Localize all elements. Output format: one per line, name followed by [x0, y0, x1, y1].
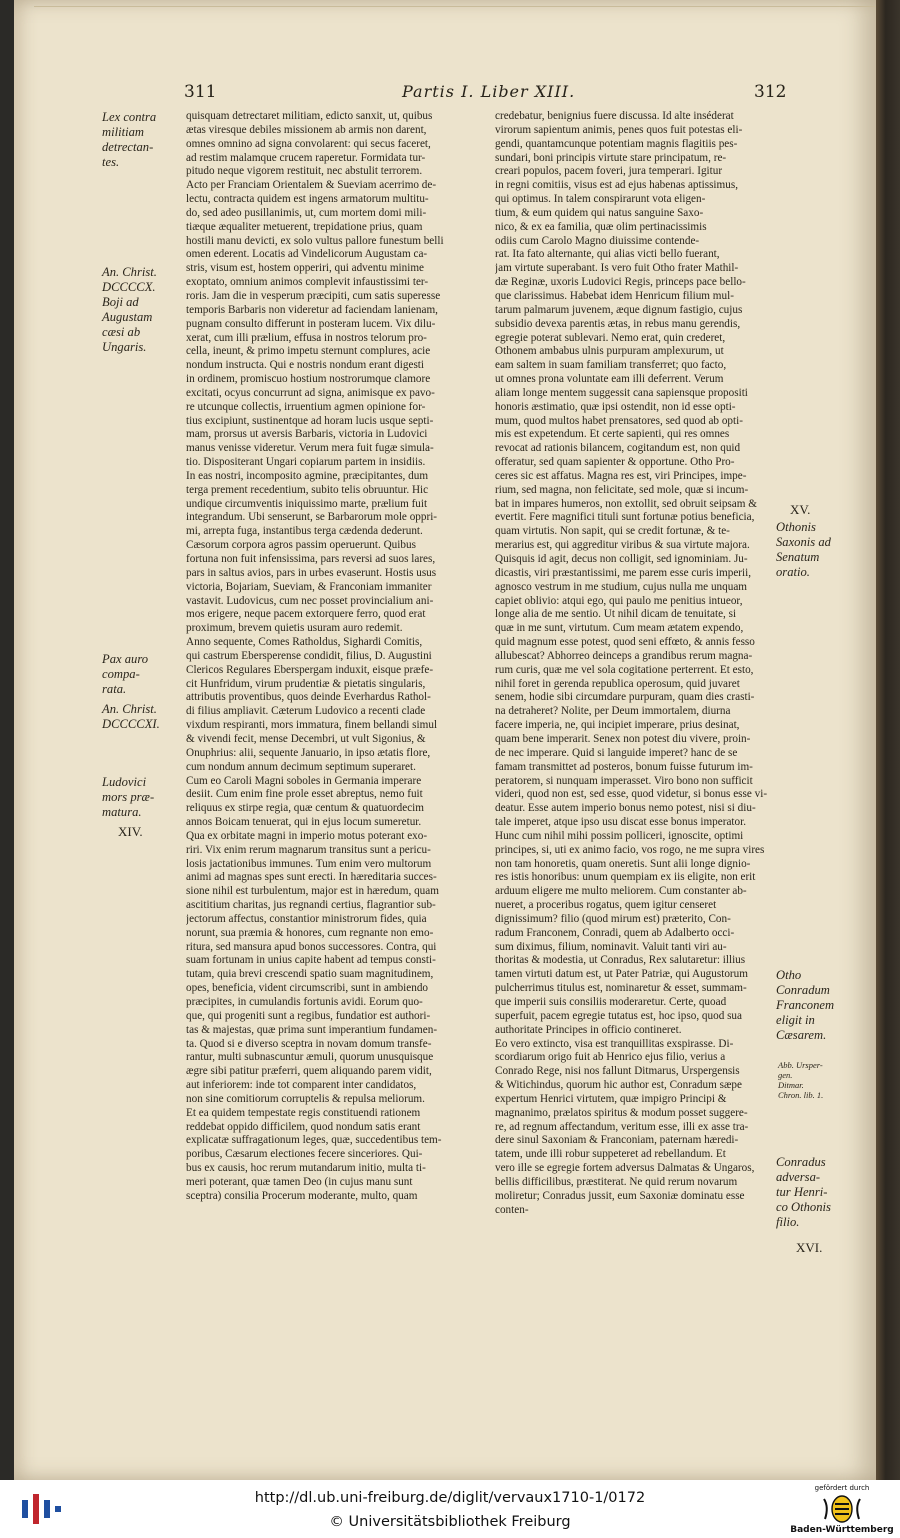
right-column-line: quam bene imperarit. Senex non potest diu vivere, proin-: [495, 732, 751, 745]
left-column-line: xerat, cum illi prælium, effusa in nostros telorum pro-: [186, 331, 427, 344]
page-top-line: [34, 6, 884, 7]
left-column-line: norunt, sua præmia & honores, cum regnante non emo-: [186, 926, 434, 939]
left-column-line: mi, arrepta fuga, instantibus terga cædenda dederunt.: [186, 525, 423, 538]
right-column-line: bellis difficilibus, præstiterat. Ne quid rerum novarum: [495, 1175, 738, 1188]
margin-note-an-christ-910: An. Christ. DCCCCX. Boji ad Augustam cæsi ab Ungaris.: [102, 265, 157, 354]
left-column-line: omen ederent. Locatis ad Vindelicorum Augustam ca-: [186, 248, 428, 261]
left-column-line: re utcunque collectis, irruentium agmen opinione for-: [186, 400, 426, 413]
left-column-line: undique circumventis iniquissimo marte, prælium fuit: [186, 497, 428, 510]
margin-note-othonis-oratio: Othonis Saxonis ad Senatum oratio.: [776, 520, 831, 579]
left-column-line: tius excipiunt, sustinentque ad horam lucis usque septi-: [186, 414, 434, 427]
right-column-line: mis est expetendum. Et certe sapienti, qui res omnes: [495, 428, 730, 441]
right-column-line: tarum palmarum juvenem, æque dignum fastigio, cujus: [495, 303, 743, 316]
left-column-line: pars in saltus avios, pars in urbes evaserunt. Hostis usus: [186, 566, 437, 579]
left-column-line: & vivendi fecit, mense Decembri, ut vult Sigonius, &: [186, 732, 426, 745]
left-column-line: tio. Dispositerant Ungari copiarum partem in insidiis.: [186, 456, 426, 469]
left-column-line: tas & majestas, quæ prima sunt imperantium fundamen-: [186, 1023, 438, 1036]
margin-note-an-christ-911: An. Christ. DCCCCXI.: [102, 702, 160, 731]
right-column-line: qui optimus. In talem conspirarunt vota eligen-: [495, 193, 706, 206]
left-column-line: victoria, Bojariam, Sueviam, & Franconiam immaniter: [186, 580, 432, 593]
right-column-line: Conrado Rege, nisi nos fallunt Ditmarus, Urspergensis: [495, 1065, 740, 1078]
right-column-line: gendi, quantamcunque potentiam magnis flagitiis pes-: [495, 137, 738, 150]
left-column-line: lectu, contracta quidem est ingens armatorum multitu-: [186, 193, 429, 206]
left-column-line: aut inferiorem: inde tot comparent inter candidatos,: [186, 1079, 417, 1092]
left-column-line: annos Boicam tenuerat, qui in ejus locum sumeretur.: [186, 816, 422, 829]
left-text-column: [186, 110, 486, 1204]
left-column-line: Acto per Franciam Orientalem & Sueviam acerrimo de-: [186, 179, 437, 192]
left-column-line: præcipites, in cumulandis fortunis avidi. Eorum quo-: [186, 996, 423, 1008]
right-column-line: moliretur; Conradus jussit, eum Saxoniæ dominatu esse: [495, 1189, 745, 1202]
funder-name: Baden-Württemberg: [790, 1525, 894, 1535]
left-column-line: vixdum respiranti, mors immatura, finem bellandi simul: [186, 719, 438, 732]
right-column-line: expertum Henrici virtutem, quæ impigro Principi &: [495, 1092, 727, 1105]
left-column-line: riri. Vix enim rerum magnarum transitus sunt a pericu-: [186, 843, 431, 856]
right-column-line: creari populos, pacem foveri, jura temperari. Igitur: [495, 165, 723, 178]
right-column-line: deatur. Esse autem imperio bonus nemo potest, nisi si diu-: [495, 802, 756, 815]
right-column-line: rat. Ita fato alternante, qui alias victi bello fuerant,: [495, 248, 720, 261]
left-column-line: meri poterant, quæ tamen Deo (in cujus manu sunt: [186, 1175, 413, 1188]
left-column-line: cit Hunfridum, virum prudentiæ & pietatis singularis,: [186, 677, 426, 690]
left-column-line: jectorum affectus, constantior ministrorum fides, quia: [186, 912, 427, 925]
left-column-line: ad restim malamque crucem raperetur. Formidata tur-: [186, 151, 426, 164]
left-column-line: ascititium charitas, jus regnandi certius, flagrantior sub-: [186, 899, 436, 912]
margin-note-pax-auro: Pax auro compa- rata.: [102, 652, 149, 696]
margin-note-lex-contra: Lex contra militiam detrectan- tes.: [102, 110, 157, 169]
right-column-line: agnosco vestrum in me studium, cujus nulla me unquam: [495, 580, 747, 593]
left-column-line: explicatæ suffragationum leges, quæ, succedentibus tem-: [186, 1134, 442, 1147]
right-column-line: evertit. Fere magnifici tituli sunt fortunæ potius beneficia,: [495, 511, 755, 524]
left-column-line: rantur, multi subnascuntur æmuli, quorum unusquisque: [186, 1051, 434, 1064]
left-column-line: temporis Barbaris non videretur ad faciendam lanienam,: [186, 303, 438, 316]
margin-note-otho-conradum: Otho Conradum Franconem eligit in Cæsarem.: [776, 968, 835, 1042]
right-column-line: capiet oblivio: atqui ego, qui paulo me penitius intueor,: [495, 594, 743, 607]
right-column-line: rium, sed magna, non felicitate, sed mole, quæ si incum-: [495, 483, 749, 496]
left-column-line: que, qui progeniti sunt a regibus, fundatior est authori-: [186, 1009, 431, 1022]
right-column-line: dæ Reginæ, uxoris Ludovici Regis, princeps pace bello-: [495, 276, 746, 289]
right-column-line: res istis honoribus: unum quempiam ex iis eligite, non erit: [495, 871, 756, 884]
right-column-line: ut omnes prona voluntate eam illi deferrent. Verum: [495, 373, 724, 386]
right-column-line: egregie poterat sublevari. Nemo erat, quin crederet,: [495, 331, 726, 344]
left-column-line: sione nihil est turbulentum, major est in hæredum, quam: [186, 885, 439, 898]
left-column-line: ritura, sed mansura apud bonos successores. Contra, qui: [186, 940, 437, 953]
left-column-line: attributis proventibus, quos deinde Everhardus Rathol-: [186, 691, 431, 704]
margin-note-ludovici-mors: Ludovici mors præ- matura.: [102, 775, 155, 819]
left-column-line: suam fortunam in unius capite habent ad tempus consti-: [186, 954, 436, 967]
left-column-line: ætas viresque debiles missionem ab armis non darent,: [186, 123, 427, 136]
left-column-line: omnes omnino ad signa convolarent: qui secus faceret,: [186, 137, 431, 150]
right-column-line: dignissimum? filio (quod mirum est) præterito, Con-: [495, 912, 731, 925]
right-text-column: [495, 110, 785, 1218]
left-column-line: Onuphrius: alii, sequente Januario, in ipso ætatis flore,: [186, 746, 431, 759]
right-column-line: non tam honoretis, quam oneretis. Sunt alii longe dignio-: [495, 857, 751, 870]
right-column-line: nico, & ex ea familia, quæ olim pertinacissimis: [495, 220, 707, 233]
permalink-url[interactable]: http://dl.ub.uni-freiburg.de/diglit/vervaux1710-1/0172: [254, 1490, 646, 1506]
left-column-line: exoptato, omnium animos complevit infaustissimi ter-: [186, 276, 429, 289]
left-column-line: proximum, brevem quietis usuram auro redemit.: [186, 622, 403, 635]
right-column-line: sum diximus, filium, nominavit. Valuit tanti viri au-: [495, 940, 727, 953]
right-column-line: pulcherrimus titulus est, nominaretur & esset, summam-: [495, 982, 747, 995]
right-column-line: facere imperia, ne, qui incipiet imperare, prius desinat,: [495, 719, 740, 732]
left-column-line: Anno sequente, Comes Ratholdus, Sighardi Comitis,: [186, 636, 423, 649]
right-column-line: quæ in me sunt, virtutum. Cum meam ætatem expendo,: [495, 622, 744, 635]
left-column-line: opes, beneficia, vident circumscribi, sunt in ambiendo: [186, 982, 429, 995]
right-column-line: quam virtutis. Non sapit, qui se credit fortunæ, & te-: [495, 525, 730, 538]
left-column-line: ta. Quod si e diverso sceptra in novam domum transfe-: [186, 1037, 432, 1050]
right-column-line: mum, quod multos habet prensatores, sed quod ab opti-: [495, 414, 743, 427]
left-column-line: poribus, Cæsarum electiones fecere sinceriores. Qui-: [186, 1148, 423, 1161]
right-column-line: honoris æstimatio, quæ ipsi ostendit, non id esse opti-: [495, 400, 736, 413]
right-column-line: na detraheret? Nolite, per Deum immortalem, diurna: [495, 705, 731, 718]
left-column-line: terga prement recedentium, subito telis obruuntur. Hic: [186, 483, 429, 496]
left-column-line: tutam, quia brevi crescendi spatio suam magnitudinem,: [186, 968, 434, 981]
left-column-line: Clericos Regulares Eberspergam induxit, eisque præfe-: [186, 663, 434, 676]
right-column-line: conten-: [495, 1203, 529, 1216]
right-column-line: de nec imperare. Quid si languide imperet? hanc de se: [495, 746, 738, 759]
margin-section-number-xiv: XIV.: [118, 824, 143, 839]
right-column-line: in regni comitiis, visus est ad ejus habenas aptissimus,: [495, 179, 738, 192]
left-column-line: qui castrum Ebersperense condidit, filius, D. Augustini: [186, 649, 432, 662]
right-column-line: aliam longe mentem suggessit cana sapiensque propositi: [495, 386, 748, 399]
left-column-line: reliquus ex stirpe regia, quæ centum & quatuordecim: [186, 802, 424, 815]
left-column-line: animi ad magnas spes sunt erecti. In hæreditaria succes-: [186, 871, 437, 884]
right-column-line: & Witichindus, quorum hic author est, Conradum sæpe: [495, 1079, 742, 1092]
right-column-line: eam saltem in suam familiam transferret; quo facto,: [495, 359, 727, 372]
left-column-line: reddebat oppido difficilem, quod nondum satis erant: [186, 1120, 421, 1133]
right-column-line: Quisquis id agit, decus non colligit, sed ignominiam. Ju-: [495, 553, 748, 565]
right-column-line: re, ad regnum affectandum, veritum esse, illi ex asse tra-: [495, 1120, 749, 1133]
right-column-line: rum curis, quæ me vel sola cogitatione perterrent. Et esto,: [495, 663, 754, 676]
right-column-line: credebatur, benignius fuere discussa. Id alte inséderat: [495, 110, 734, 122]
right-column-line: bat in impares humeros, non extollit, sed obruit seipsam &: [495, 497, 757, 510]
right-column-line: famam transmittet ad posteros, bonum fuisse futurum im-: [495, 760, 753, 773]
right-column-line: principes, si, uti ex animo facio, vos rogo, ne me supra vires: [495, 843, 765, 856]
left-column-line: tiæque æqualiter metuerent, trepidatione prius, quam: [186, 220, 423, 233]
left-column-line: nondum instructa. Qui e nostris nondum erant digesti: [186, 359, 425, 372]
right-column-line: authoritate Principes in officio contineret.: [495, 1023, 682, 1036]
left-column-line: in ordinem, promiscuo hostium nostrorumque clamore: [186, 373, 431, 386]
right-column-line: merarius est, qui aggreditur viribus & sua virtute majora.: [495, 539, 750, 552]
right-column-line: nueret, a proceribus rogatus, quem igitur censeret: [495, 899, 717, 912]
left-column-line: vastavit. Ludovicus, cum nec posset provincialium ani-: [186, 594, 434, 607]
right-column-line: arduum eligere me multo meliorem. Cum constanter ab-: [495, 885, 747, 898]
right-column-line: dicastis, viri præstantissimi, me parem esse curis imperii,: [495, 566, 752, 579]
copyright-notice: © Universitätsbibliothek Freiburg: [329, 1514, 571, 1530]
right-column-line: nihil foret in gerenda republica operosum, quid juvaret: [495, 677, 740, 690]
left-column-line: stris, visum est, hostem opperiri, qui adventu minime: [186, 262, 425, 275]
left-column-line: manus venisse videretur. Verum mera fuit fugæ simula-: [186, 442, 434, 455]
left-column-line: hostili manu devicti, ex solo vultus pallore funestum belli: [186, 234, 444, 247]
right-column-line: thoritas & modestia, ut Conradus, Rex salutaretur: illius: [495, 954, 746, 967]
right-column-line: allubescat? Abhorreo deinceps a grandibus rerum magna-: [495, 649, 753, 662]
funder-badge: [790, 1484, 894, 1536]
right-column-line: subsidio devexa parentis ætas, in rebus manu gerendis,: [495, 317, 741, 330]
right-column-line: Othonem ambabus ulnis purpuram amplexurum, ut: [495, 345, 724, 358]
book-page: [14, 0, 876, 1480]
right-column-line: revocat ad rationis bilancem, cogitandum est, non quid: [495, 442, 741, 455]
right-column-line: sundari, boni principis virtute stare principatum, re-: [495, 151, 727, 164]
left-column-line: Cum eo Caroli Magni soboles in Germania imperare: [186, 774, 422, 787]
right-column-line: virorum sapientum animis, penes quos fuit potestas eli-: [495, 123, 743, 136]
margin-section-number-xv: XV.: [790, 502, 811, 517]
right-column-line: vero ille se egregie fortem adversus Dalmatas & Ungaros,: [495, 1162, 755, 1175]
funder-label: gefördert durch: [814, 1484, 870, 1492]
left-column-line: excitati, ocyus concurrunt ad signa, animisque ex pavo-: [186, 386, 435, 399]
left-column-line: Qua ex orbitate magni in imperio motus poterant exo-: [186, 829, 428, 842]
right-column-line: tium, & eum quidem qui natus sanguine Saxo-: [495, 206, 704, 219]
right-column-line: radum Franconem, Conradi, quem ab Adalberto occi-: [495, 926, 735, 939]
left-column-line: roris. Jam die in vesperum præcipiti, cum satis superesse: [186, 289, 441, 302]
margin-section-number-xvi: XVI.: [796, 1240, 823, 1255]
left-column-line: fortuna non fuit infensissima, pars reversi ad suos lares,: [186, 553, 436, 565]
right-column-line: Eo vero extincto, visa est tranquillitas exspirasse. Di-: [495, 1037, 734, 1050]
right-column-line: tatem, unde illi robur suppeteret ad rebellandum. Et: [495, 1148, 726, 1161]
left-column-line: Cæsorum corpora agros passim operuerunt. Quibus: [186, 539, 416, 552]
right-column-line: jam virtute superabant. Is vero fuit Otho frater Mathil-: [495, 262, 739, 275]
page-number-right: 312: [754, 82, 787, 102]
left-column-line: mos erigere, neque pacem extorquere ferro, quod erat: [186, 608, 426, 621]
right-column-line: Hunc cum nihil mihi possim polliceri, ignoscite, optimi: [495, 829, 744, 842]
left-column-line: ægre sibi patitur præferri, quem aliquando parem vidit,: [186, 1065, 432, 1078]
left-column-line: bus ex causis, hoc rerum mutandarum initio, multa ti-: [186, 1162, 426, 1175]
right-column-line: scordiarum origo fuit ab Henrico ejus filio, verius a: [495, 1051, 726, 1064]
right-column-line: tale imperet, atque ipso usu discat esse bonus imperator.: [495, 816, 747, 829]
left-column-line: pitudo neque vigorem restituit, nec abstulit terrorem.: [186, 165, 423, 178]
left-column-line: quisquam detrectaret militiam, edicto sanxit, ut, quibus: [186, 110, 433, 122]
coat-of-arms-icon: [820, 1493, 864, 1525]
book-binding-edge: [876, 0, 900, 1480]
right-column-line: odiis cum Carolo Magno diuissime contende-: [495, 234, 700, 247]
right-column-line: que imperii suis consiliis moderaretur. Certe, quoad: [495, 996, 727, 1008]
right-column-line: senem, hodie sibi circumdare purpuram, quam dies crasti-: [495, 691, 755, 704]
right-column-line: tamen virtuti datum est, ut Pater Patriæ, qui Augustorum: [495, 968, 748, 981]
right-column-line: superfuit, pacem egregie tutatus est, hoc ipso, quod sua: [495, 1009, 742, 1022]
viewer-footer: [0, 1480, 900, 1538]
right-column-line: ceres sic est affatus. Magna res est, viri Principes, impe-: [495, 469, 747, 482]
right-column-line: dere sinul Saxoniam & Franconiam, paternam hæredi-: [495, 1134, 739, 1147]
left-column-line: cum nondum annum decimum septimum superaret.: [186, 760, 416, 773]
right-column-line: que clarissimus. Habebat idem Henricum filium mul-: [495, 289, 734, 302]
margin-note-sources: Abb. Ursper- gen. Ditmar. Chron. lib. 1.: [778, 1060, 824, 1100]
margin-note-conradus-adversatur: Conradus adversa- tur Henri- co Othonis filio.: [776, 1155, 831, 1229]
left-column-line: do, sed adeo pusillanimis, ut, cum mortem domi mili-: [186, 206, 427, 219]
right-column-line: offeratur, sed quam sapienter & opportune. Otho Pro-: [495, 456, 735, 469]
left-column-line: cella, ineunt, & primo impetu sternunt complures, acie: [186, 345, 431, 358]
left-column-line: Et ea quidem tempestate regis constituendi rationem: [186, 1106, 421, 1119]
left-column-line: In eas nostri, incomposito agmine, præcipitantes, dum: [186, 469, 429, 482]
left-column-line: mam, prorsus ut aversis Barbaris, victoria in Ludovici: [186, 428, 428, 441]
left-column-line: di filius ampliavit. Cæterum Ludovico a recenti clade: [186, 705, 426, 718]
right-column-line: longe alia de me sentio. Ut nihil dicam de tenuitate, si: [495, 608, 737, 621]
left-column-line: non sine comitiorum corruptelis & repulsa meliorum.: [186, 1092, 425, 1105]
page-number-left: 311: [184, 82, 217, 102]
right-column-line: peratorem, si nunquam imperasset. Viro bono non sufficit: [495, 774, 753, 787]
left-column-line: losis jactationibus immunes. Tum enim vero multorum: [186, 857, 432, 870]
running-header: Partis I. Liber XIII.: [402, 82, 576, 101]
left-column-line: desiit. Cum enim fine prole esset abreptus, nemo fuit: [186, 788, 423, 801]
right-column-line: videri, quod non est, sed esse, quod videtur, si bonus esse vi-: [495, 788, 768, 801]
left-column-line: sceptra) consilia Procerum moderante, multo, quam: [186, 1189, 418, 1202]
right-column-line: quid magnum esse potest, quod seni effœto, & annis fesso: [495, 636, 755, 649]
left-column-line: pugnam consulto differunt in posteram lucem. Vix dilu-: [186, 317, 436, 330]
right-column-line: magnanimo, prælatos spiritus & modum posset suggere-: [495, 1106, 748, 1119]
left-column-line: integrandum. Ubi senserunt, se Barbarorum mole oppri-: [186, 511, 438, 524]
